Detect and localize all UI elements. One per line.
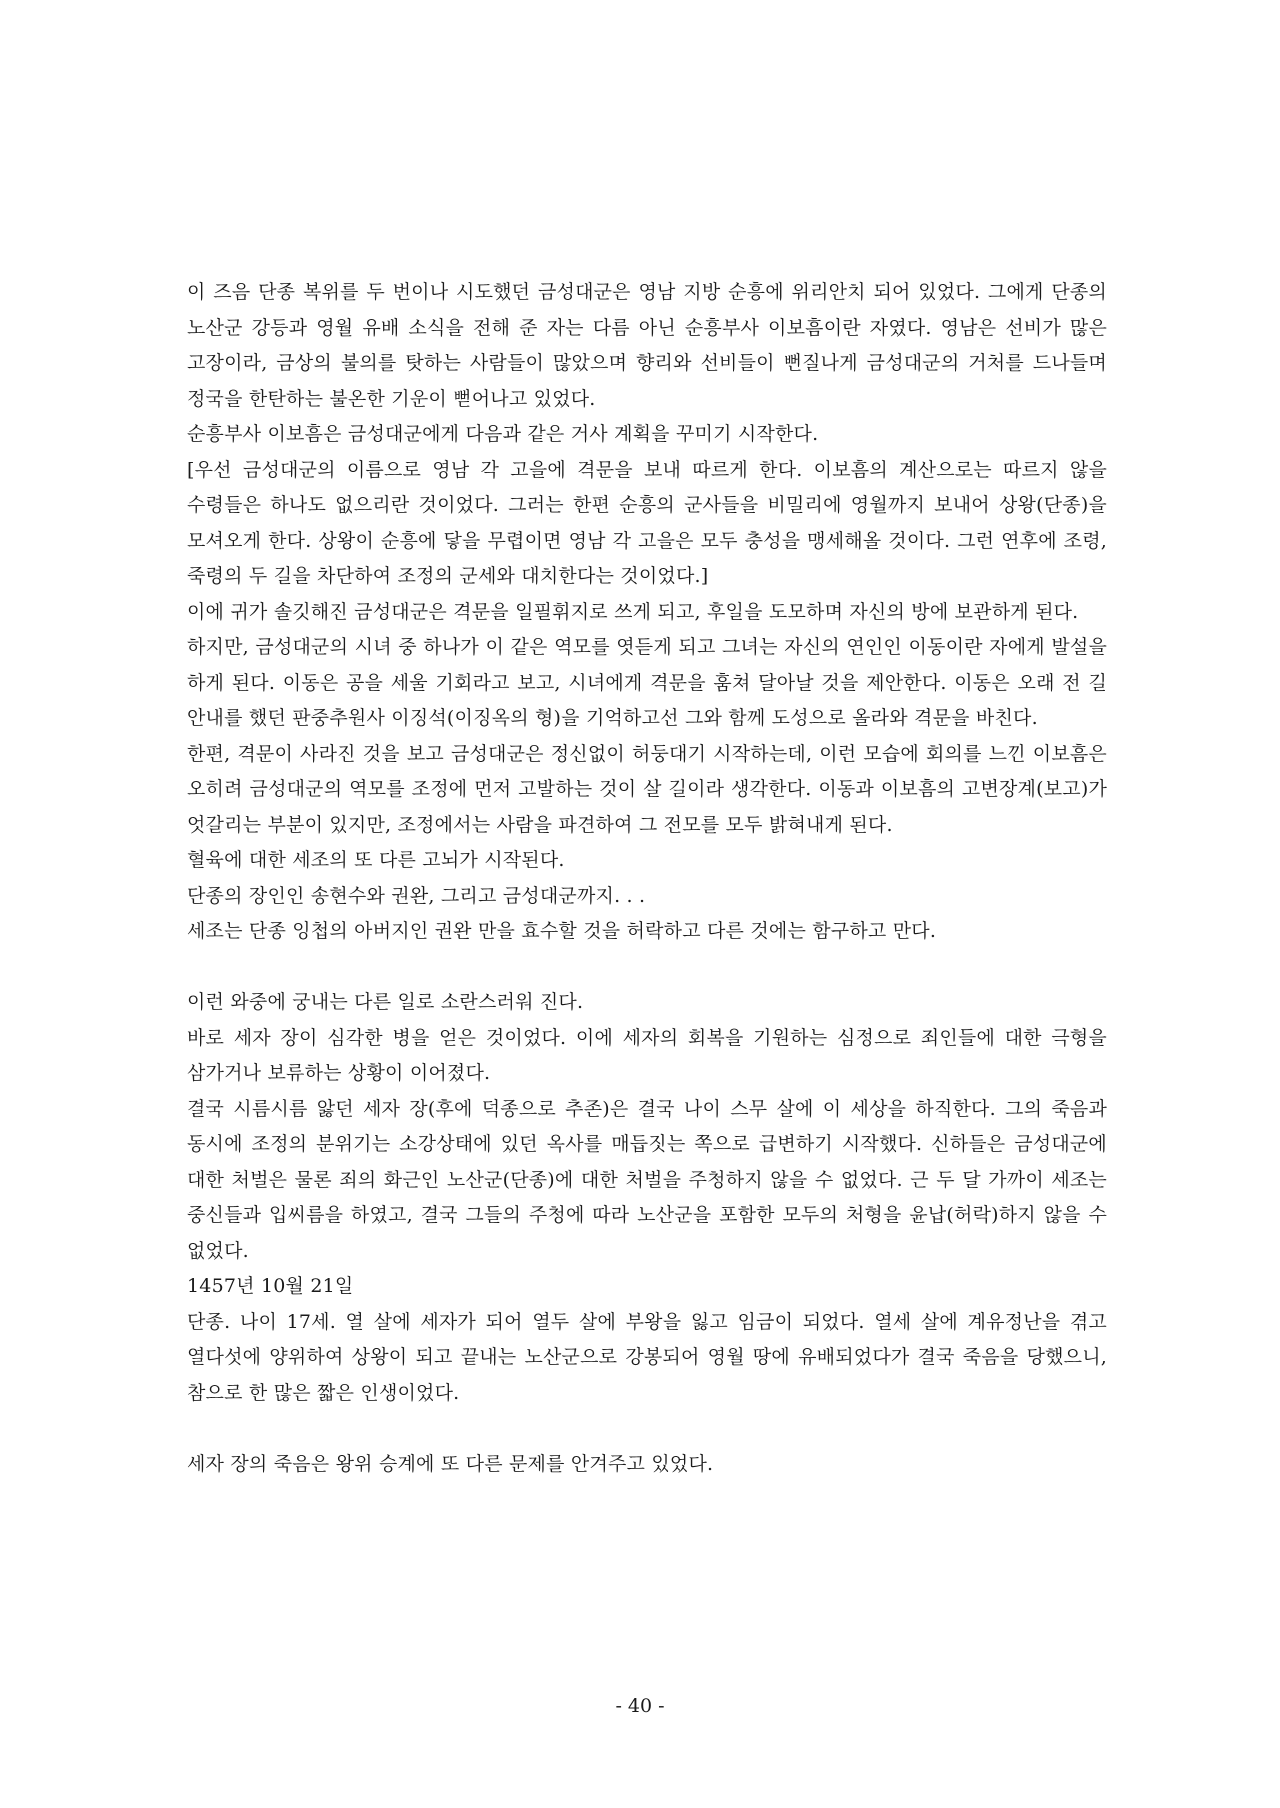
paragraph: 이 즈음 단종 복위를 두 번이나 시도했던 금성대군은 영남 지방 순흥에 위리안치 되어 있었다. 그에게 단종의 노산군 강등과 영월 유배 소식을 전해 준 자는 다름 아닌 순흥부사 이보흠이란 자였다. 영남은 선비가 많은 고장이라, 금상의 불의를 탓하는 사람들이 많았으며 향리와 선비들이 뻔질나게 금성대군의 거처를 드나들며 정국을 한탄하는 불온한 기운이 뻗어나고 있었다. [187,281,1107,410]
blank-line [187,1411,1107,1447]
paragraph: 이런 와중에 궁내는 다른 일로 소란스러워 진다. [187,991,584,1013]
paragraph: 혈육에 대한 세조의 또 다른 고뇌가 시작된다. [187,849,565,871]
paragraph: 단종. 나이 17세. 열 살에 세자가 되어 열두 살에 부왕을 잃고 임금이 되었다. 열세 살에 계유정난을 겪고 열다섯에 양위하여 상왕이 되고 끝내는 노산군으로 강봉되어 영월 땅에 유배되었다가 결국 죽음을 당했으니, 참으로 한 많은 짧은 인생이었다. [187,1310,1107,1404]
paragraph: 세조는 단종 잉첩의 아버지인 권완 만을 효수할 것을 허락하고 다른 것에는 함구하고 만다. [187,920,937,942]
paragraph: 이에 귀가 솔깃해진 금성대군은 격문을 일필휘지로 쓰게 되고, 후일을 도모하며 자신의 방에 보관하게 된다. [187,600,1079,623]
page-number: - 40 - [615,1695,665,1717]
blank-line [187,950,1107,986]
paragraph: 단종의 장인인 송현수와 권완, 그리고 금성대군까지. . . [187,884,646,907]
paragraph: [우선 금성대군의 이름으로 영남 각 고을에 격문을 보내 따르게 한다. 이보흠의 계산으로는 따르지 않을 수령들은 하나도 없으리란 것이었다. 그러는 한편 순흥의 군사들을 비밀리에 영월까지 보내어 상왕(단종)을 모셔오게 한다. 상왕이 순흥에 닿을 무렵이면 영남 각 고을은 모두 충성을 맹세해올 것이다. 그런 연후에 조령, 죽령의 두 길을 차단하여 조정의 군세와 대치한다는 것이었다.] [187,458,1107,587]
paragraph: 순흥부사 이보흠은 금성대군에게 다음과 같은 거사 계획을 꾸미기 시작한다. [187,423,819,445]
paragraph: 결국 시름시름 앓던 세자 장(후에 덕종으로 추존)은 결국 나이 스무 살에 이 세상을 하직한다. 그의 죽음과 동시에 조정의 분위기는 소강상태에 있던 옥사를 매듭짓는 쪽으로 급변하기 시작했다. 신하들은 금성대군에 대한 처벌은 물론 죄의 화근인 노산군(단종)에 대한 처벌을 주청하지 않을 수 없었다. 근 두 달 가까이 세조는 중신들과 입씨름을 하였고, 결국 그들의 주청에 따라 노산군을 포함한 모두의 처형을 윤납(허락)하지 않을 수 없었다. [187,1097,1107,1262]
paragraph: 한편, 격문이 사라진 것을 보고 금성대군은 정신없이 허둥대기 시작하는데, 이런 모습에 회의를 느낀 이보흠은 오히려 금성대군의 역모를 조정에 먼저 고발하는 것이 살 길이라 생각한다. 이동과 이보흠의 고변장계(보고)가 엇갈리는 부분이 있지만, 조정에서는 사람을 파견하여 그 전모를 모두 밝혀내게 된다. [187,742,1107,836]
paragraph: 세자 장의 죽음은 왕위 승계에 또 다른 문제를 안겨주고 있었다. [187,1452,714,1475]
paragraph: 하지만, 금성대군의 시녀 중 하나가 이 같은 역모를 엿듣게 되고 그녀는 자신의 연인인 이동이란 자에게 발설을 하게 된다. 이동은 공을 세울 기회라고 보고, 시녀에게 격문을 훔쳐 달아날 것을 제안한다. 이동은 오래 전 길 안내를 했던 판중추원사 이징석(이징옥의 형)을 기억하고선 그와 함께 도성으로 올라와 격문을 바친다. [187,636,1107,729]
paragraph: 바로 세자 장이 심각한 병을 얻은 것이었다. 이에 세자의 회복을 기원하는 심정으로 죄인들에 대한 극형을 삼가거나 보류하는 상황이 이어졌다. [187,1026,1107,1084]
date-line: 1457년 10월 21일 [187,1275,354,1297]
body-text [187,275,1107,1482]
